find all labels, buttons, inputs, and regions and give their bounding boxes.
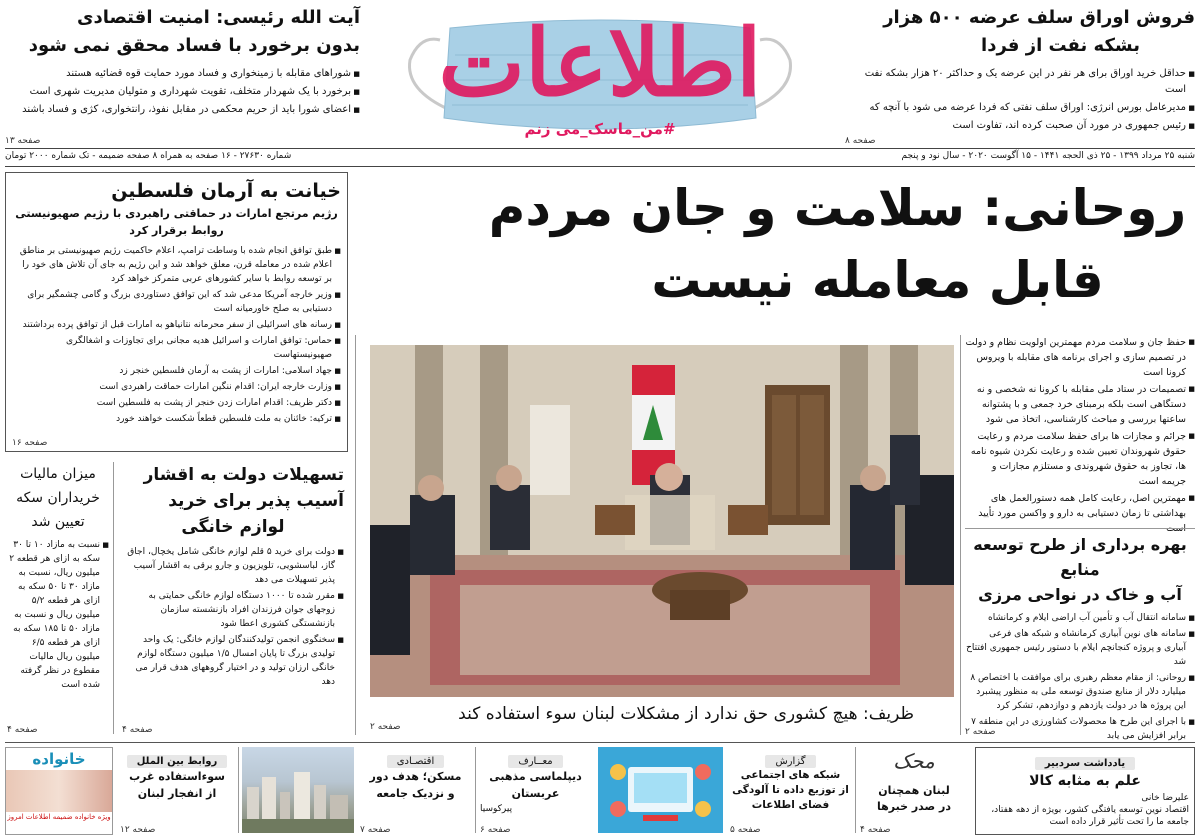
- teaser-bullet: ■ حداقل خرید اوراق برای هر نفر در این عرضه یک و حداکثر ۲۰ هزار بشکه نفت است: [845, 66, 1195, 98]
- economy-box: [358, 747, 473, 835]
- story-bullet: ■ دولت برای خرید ۵ قلم لوازم خانگی شامل یخچال، اجاق گاز، لباسشویی، تلویزیون و جارو برقی به اقشار آسیب پذیر تسهیلات می دهد: [122, 545, 344, 587]
- story-headline: میزان مالیات: [20, 466, 96, 482]
- supplement-photo: [6, 770, 112, 812]
- teaser-bullet: ■ شوراهای مقابله با زمینخواری و فساد مورد حمایت قوه قضائیه هستند: [5, 66, 360, 82]
- column-divider: [113, 462, 114, 734]
- story-bullet: ■ جهاد اسلامی: امارات از پشت به آرمان فلسطین خنجر زد: [12, 364, 341, 378]
- teaser-bullet: ■ اعضای شورا باید از حریم محکمی در مقابل نفوذ، رانتخواری، کژی و فساد باشند: [5, 102, 360, 118]
- story-bullet: ■ سامانه انتقال آب و تأمین آب اراضی ایلام و کرمانشاه: [965, 611, 1195, 625]
- column-divider: [855, 747, 856, 833]
- teaser-headline: فروش اوراق سلف عرضه ۵۰۰ هزار: [883, 7, 1195, 28]
- story-bullet: ■ روحانی: از مقام معظم رهبری برای موافقت با اختصاص ۸ میلیارد دلار از منابع صندوق توسعه ملی به منظور پیشبرد این پروژه ها در دولت یازدهم و دوازدهم، تشکر کرد: [965, 671, 1195, 713]
- page-ref: صفحه ۱۶: [12, 438, 48, 448]
- story-bullet: ■ دکتر ظریف: اقدام امارات زدن خنجر از پشت به فلسطین است: [12, 396, 341, 410]
- story-bullet: ■ نسبت به مازاد ۱۰ تا ۳۰ سکه به ازای هر قطعه ۲ میلیون ریال، نسبت به مازاد ۳۰ تا ۵۰ سکه به ازای هر قطعه ۵/۲ میلیون ریال و نسبت به مازاد ۵۰ تا ۱۸۵ سکه به ازای هر قطعه ۶/۵ میلیون ریال مالیات مقطوع در نظر گرفته شده است: [7, 538, 109, 692]
- lead-bullet: ■ تصمیمات در ستاد ملی مقابله با کرونا نه شخصی و نه دستگاهی است بلکه برمبنای خرد جمعی و با پشتوانه ساعتها بررسی و مباحث کارشناسی، اتخاذ می شود: [965, 382, 1195, 427]
- story-bullet: ■ وزیر خارجه آمریکا مدعی شد که این توافق دستاوردی بزرگ و گامی چشمگیر برای دستیابی به صلح خاورمیانه است: [12, 288, 341, 316]
- story-bullet: ■ رسانه های اسرائیلی از سفر محرمانه نتانیاهو به امارات قبل از توافق پرده برداشتند: [12, 318, 341, 332]
- maaref-box: [478, 747, 593, 835]
- story-headline-line: بهره برداری از طرح توسعه منابع: [973, 535, 1187, 579]
- story-headline: [965, 532, 1195, 582]
- page-ref: صفحه ۴: [122, 725, 153, 735]
- box-headline: از توزیع داده تا آلودگی: [732, 784, 849, 796]
- teaser-headline: بشکه نفت از فردا: [981, 35, 1140, 56]
- photo-caption: [370, 700, 954, 730]
- lead-bullet: ■ حفظ جان و سلامت مردم مهمترین اولویت نظام و دولت در تصمیم سازی و اجرای برنامه های مقابله با ویروس کرونا است: [965, 335, 1195, 380]
- box-headline: لبنان همچنان: [878, 784, 950, 797]
- box-headline: عربستان: [511, 787, 560, 800]
- teaser-bullet: ■ برخورد با یک شهردار متخلف، تقویت شهرداری و متولیان مدیریت شهری است: [5, 84, 360, 100]
- teaser-headline: بدون برخورد با فساد محقق نمی شود: [28, 35, 360, 56]
- box-headline: فضای اطلاعات: [751, 799, 830, 811]
- supplement-note: ویژه خانواده ضمیمه اطلاعات امروز: [7, 813, 111, 821]
- story-bullet: ■ ترکیه: خائنان به ملت فلسطین قطعاً شکست خواهند خورد: [12, 412, 341, 426]
- date-bar-top-rule: [5, 148, 1195, 149]
- box-headline: سوءاستفاده غرب: [129, 770, 225, 783]
- section-tag: روابط بین الملل: [127, 755, 228, 768]
- column-divider: [475, 747, 476, 833]
- editorial-text: اقتصاد نوین توسعه یافتگی کشور، بویژه از دهه هفتاد، جامعه ما را تحت تأثیر قرار داده است: [991, 805, 1189, 827]
- story-headline: خیانت به آرمان فلسطین: [111, 180, 341, 202]
- story-subhead: رژیم مرتجع امارات در حماقتی راهبردی با رژیم صهیونیستی روابط برقرار کرد: [15, 207, 338, 237]
- mask-hashtag: #من_ماسک_می زنم: [524, 120, 676, 138]
- intl-relations-box: [118, 747, 236, 835]
- story-headline-line: آب و خاک در نواحی مرزی: [978, 585, 1182, 604]
- palestine-story: [5, 172, 348, 452]
- story-headline: خریداران سکه: [16, 490, 100, 506]
- story-bullet: ■ سخنگوی انجمن تولیدکنندگان لوازم خانگی: یک واحد تولیدی بزرگ تا پایان امسال ۱/۵ میلیون دستگاه لوازم خانگی ارزان تولید و در اختیار گروههای هدف قرار می دهد: [122, 633, 344, 689]
- page-ref: صفحه ۶: [480, 825, 511, 835]
- water-project-story: [965, 532, 1195, 741]
- lebanon-box: [858, 747, 970, 835]
- column-divider: [238, 747, 239, 833]
- lead-headline-line: قابل معامله نیست: [651, 251, 1104, 309]
- teaser-bullet: ■ رئیس جمهوری در مورد آن صحبت کرده اند، تفاوت است: [845, 118, 1195, 134]
- bottom-strip-rule: [5, 742, 1195, 743]
- story-bullet: ■ حماس: توافق امارات و اسرائیل هدیه مجانی برای تجاوزات و اشغالگری صهیونیستهاست: [12, 334, 341, 362]
- calligraphy-logo: محک: [893, 749, 935, 773]
- lead-bullet: ■ جرائم و مجازات ها برای حفظ سلامت مردم و رعایت حقوق شهروندان تعیین شده و رعایت نکردن شیوه نامه ها، تجاوز به حقوق شهروندی و مستلزم مجازات و جریمه است: [965, 429, 1195, 489]
- page-ref: صفحه ۲: [370, 722, 401, 732]
- story-headline: تعیین شد: [31, 514, 85, 530]
- page-ref: صفحه ۲: [965, 727, 996, 737]
- top-left-teaser: [5, 4, 360, 146]
- story-headline: [965, 582, 1195, 607]
- meeting-scene-illustration: [370, 345, 954, 697]
- issue-line: شماره ۲۷۶۳۰ - ۱۶ صفحه به همراه ۸ صفحه ضمیمه - تک شماره ۲۰۰۰ تومان: [5, 151, 292, 161]
- story-bullet: ■ مقرر شده تا ۱۰۰۰ دستگاه لوازم خانگی حمایتی به زوجهای جوان فرزندان افراد بازنشسته سازمان بازنشستگی کشوری اعطا شود: [122, 589, 344, 631]
- box-author: پیرکوسیا: [480, 804, 513, 814]
- date-bar-bottom-rule: [5, 166, 1195, 167]
- loans-story: [118, 460, 348, 735]
- lead-headline: [360, 172, 1195, 322]
- report-illustration: [598, 747, 723, 833]
- page-ref: صفحه ۴: [860, 825, 891, 835]
- page-ref: صفحه ۵: [730, 825, 761, 835]
- story-bullet: ■ وزارت خارجه ایران: اقدام ننگین امارات حماقت راهبردی است: [12, 380, 341, 394]
- story-headline: آسیب پذیر برای خرید: [168, 491, 344, 511]
- page-ref: صفحه ۱۳: [5, 136, 41, 146]
- page-ref: صفحه ۸: [845, 136, 876, 146]
- teaser-headline: آیت الله رئیسی: امنیت اقتصادی: [76, 7, 360, 28]
- report-box: [728, 747, 853, 835]
- section-tag: یادداشت سردبیر: [1035, 757, 1135, 770]
- editorial-box: [975, 747, 1195, 835]
- page-ref: صفحه ۴: [7, 725, 38, 735]
- column-divider: [355, 335, 356, 735]
- lead-headline-line: روحانی: سلامت و جان مردم: [488, 179, 1187, 237]
- newspaper-logo: اطلاعات: [438, 9, 762, 117]
- city-photo: [242, 747, 354, 833]
- section-tag: اقتصـادی: [387, 755, 445, 768]
- box-headline: شبکه های اجتماعی: [740, 769, 841, 781]
- column-divider: [960, 335, 961, 735]
- masthead: [360, 0, 840, 150]
- editorial-author: علیرضا خانی: [1141, 793, 1189, 803]
- column-rule: [965, 528, 1195, 529]
- editorial-headline: علم به مثابه کالا: [1029, 773, 1141, 789]
- page-ref: صفحه ۷: [360, 825, 391, 835]
- story-bullet: ■ طبق توافق انجام شده با وساطت ترامپ، اعلام حاکمیت رژیم صهیونیستی بر مناطق اعلام شده در معامله قرن، معلق خواهد شد و این رژیم به جای آن تلاش های خود را بر توسعه روابط با سایر کشورهای عربی متمرکز خواهد کرد: [12, 244, 341, 286]
- box-headline: دیپلماسی مذهبی: [489, 770, 582, 783]
- lead-bullets: [965, 335, 1195, 525]
- lead-bullet: ■ مهمترین اصل، رعایت کامل همه دستورالعمل های بهداشتی تا زمان دستیابی به دارو و واکسن مورد تأیید: [965, 491, 1195, 536]
- section-tag: گزارش: [765, 755, 815, 768]
- story-bullet: ■ با اجرای این طرح ها محصولات کشاورزی در این منطقه ۷ برابر افزایش می یابد: [965, 715, 1195, 743]
- box-headline: و نزدیک جامعه: [376, 787, 455, 800]
- box-headline: مسکن؛ هدف دور: [369, 770, 462, 783]
- lead-photo: [370, 345, 954, 697]
- section-tag: معــارف: [508, 755, 562, 768]
- city-skyline-illustration: [242, 747, 354, 833]
- teaser-bullet: ■ مدیرعامل بورس انرژی: اوراق سلف نفتی که فردا عرضه می شود با آنچه که: [845, 100, 1195, 116]
- story-headline: لوازم خانگی: [181, 517, 285, 537]
- box-headline: از انفجار لبنان: [137, 787, 217, 800]
- social-network-icon: [598, 747, 723, 833]
- photo-caption-text: ظریف: هیچ کشوری حق ندارد از مشکلات لبنان سوء استفاده کند: [458, 704, 914, 724]
- family-supplement: [5, 747, 113, 835]
- coin-tax-story: [5, 460, 111, 735]
- story-headline: تسهیلات دولت به اقشار: [143, 465, 344, 485]
- box-headline: در صدر خبرها: [877, 800, 951, 813]
- supplement-logo: خانواده: [32, 750, 86, 768]
- top-right-teaser: [845, 4, 1195, 146]
- page-ref: صفحه ۱۲: [120, 825, 156, 835]
- story-bullet: ■ سامانه های نوین آبیاری کرمانشاه و شبکه های فرعی آبیاری و پروژه کنجانچم ایلام با دستور رئیس جمهوری افتتاح شد: [965, 627, 1195, 669]
- date-line: شنبه ۲۵ مرداد ۱۳۹۹ - ۲۵ ذی الحجه ۱۴۴۱ - ۱۵ آگوست ۲۰۲۰ - سال نود و پنجم: [901, 151, 1195, 161]
